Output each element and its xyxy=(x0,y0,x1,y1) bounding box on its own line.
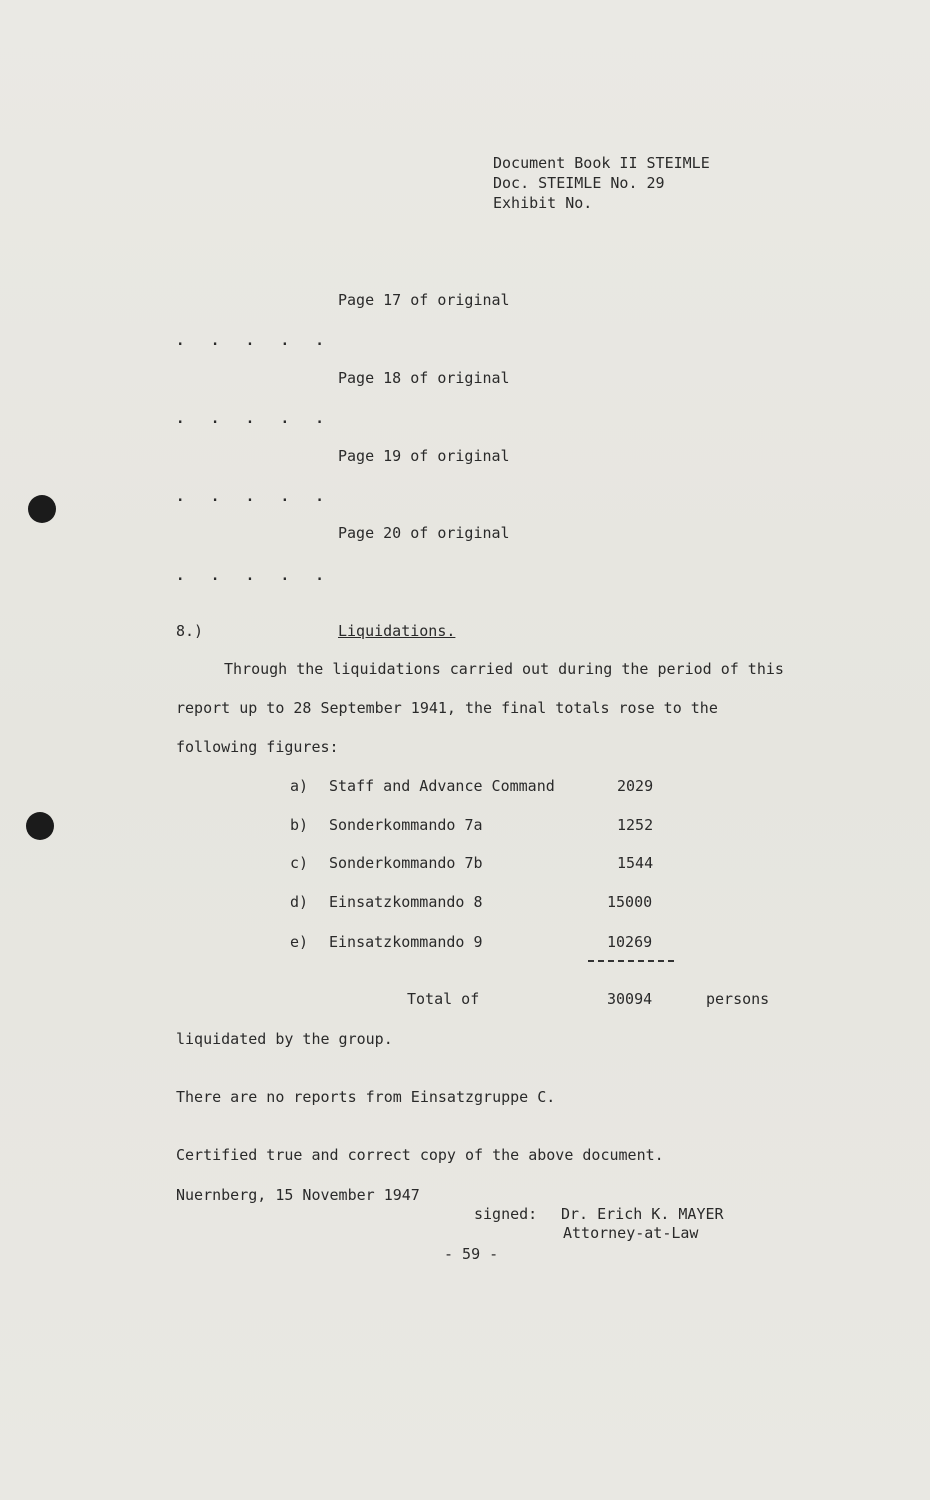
row-d-unit: Einsatzkommando 8 xyxy=(329,893,483,911)
total-value: 30094 xyxy=(607,990,653,1008)
row-c-count: 1544 xyxy=(617,854,654,872)
row-e-unit: Einsatzkommando 9 xyxy=(329,933,483,951)
ellipsis-3: . . . . . xyxy=(176,489,333,505)
total-unit: persons xyxy=(706,990,770,1008)
body-line-1: Through the liquidations carried out during the period of this xyxy=(224,660,784,678)
row-e-letter: e) xyxy=(290,933,309,951)
row-d-letter: d) xyxy=(290,893,309,911)
row-b-unit: Sonderkommando 7a xyxy=(329,816,483,834)
punch-hole-top xyxy=(28,495,56,523)
row-b-count: 1252 xyxy=(617,816,654,834)
page-marker-17: Page 17 of original xyxy=(338,291,510,309)
row-b-letter: b) xyxy=(290,816,309,834)
punch-hole-bottom xyxy=(26,812,54,840)
liquidated-line: liquidated by the group. xyxy=(176,1030,393,1048)
signer-name: Dr. Erich K. MAYER xyxy=(561,1205,724,1223)
sum-divider xyxy=(588,960,674,962)
header-document-book: Document Book II STEIMLE xyxy=(493,154,710,172)
row-a-letter: a) xyxy=(290,777,309,795)
header-exhibit: Exhibit No. xyxy=(493,194,593,212)
signed-label: signed: xyxy=(474,1205,538,1223)
signer-title: Attorney-at-Law xyxy=(563,1224,699,1242)
header-doc-number: Doc. STEIMLE No. 29 xyxy=(493,174,665,192)
total-label: Total of xyxy=(407,990,480,1008)
page-number: - 59 - xyxy=(444,1245,499,1263)
row-c-unit: Sonderkommando 7b xyxy=(329,854,483,872)
page-marker-20: Page 20 of original xyxy=(338,524,510,542)
ellipsis-2: . . . . . xyxy=(176,411,333,427)
row-e-count: 10269 xyxy=(607,933,653,951)
body-line-3: following figures: xyxy=(176,738,339,756)
body-line-2: report up to 28 September 1941, the final totals rose to the xyxy=(176,699,718,717)
ellipsis-1: . . . . . xyxy=(176,333,333,349)
ellipsis-4: . . . . . xyxy=(176,568,333,584)
row-a-unit: Staff and Advance Command xyxy=(329,777,555,795)
page-marker-19: Page 19 of original xyxy=(338,447,510,465)
page-marker-18: Page 18 of original xyxy=(338,369,510,387)
section-title: Liquidations. xyxy=(338,622,456,640)
section-number: 8.) xyxy=(176,622,204,640)
row-c-letter: c) xyxy=(290,854,309,872)
place-date: Nuernberg, 15 November 1947 xyxy=(176,1186,420,1204)
row-d-count: 15000 xyxy=(607,893,653,911)
no-reports-line: There are no reports from Einsatzgruppe C. xyxy=(176,1088,556,1106)
row-a-count: 2029 xyxy=(617,777,654,795)
certified-line: Certified true and correct copy of the above document. xyxy=(176,1146,664,1164)
